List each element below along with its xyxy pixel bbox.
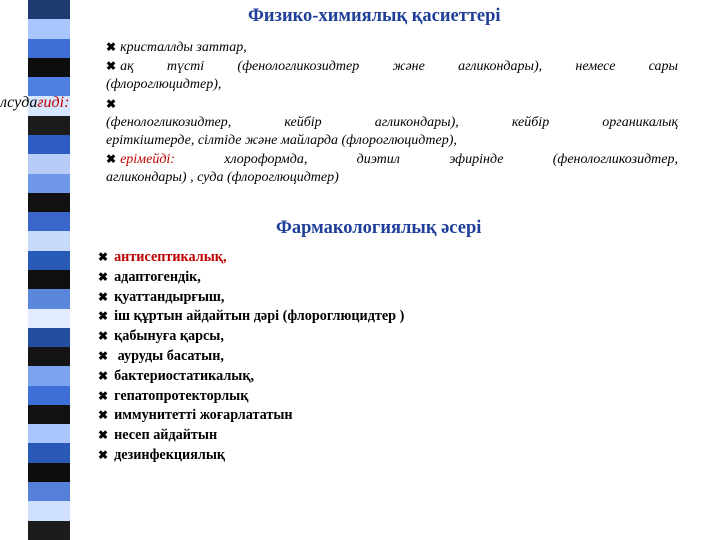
stripe-segment: [28, 0, 70, 19]
property-item: ✖ ерімейді: хлороформда, диэтил эфирінде (фенологликозидтер,: [106, 152, 678, 168]
bullet-x-icon: ✖: [98, 329, 109, 344]
effect-label: дезинфекциялық: [114, 446, 226, 463]
property-continuation: агликондары) , суда (флороглюцидтер): [106, 170, 339, 186]
property-continuation: еріткіштерде, сілтіде және майларда (флороглюцидтер),: [106, 133, 457, 149]
bullet-x-icon: ✖: [106, 152, 117, 167]
effect-item: [98, 426, 404, 446]
left-cut-highlight: ғиді:: [37, 94, 70, 111]
properties-list: [106, 38, 678, 188]
stripe-segment: [28, 212, 70, 231]
property-item: [106, 95, 678, 114]
stripe-segment: [28, 116, 70, 135]
effect-item: [98, 347, 404, 367]
stripe-segment: [28, 501, 70, 520]
effect-label: қабынуға қарсы,: [114, 328, 224, 345]
bullet-x-icon: ✖: [98, 250, 109, 264]
stripe-segment: [28, 386, 70, 405]
section-subtitle: Фармакологиялық әсері: [276, 218, 482, 238]
stripe-segment: [28, 347, 70, 366]
stripe-segment: [28, 58, 70, 77]
stripe-segment: [28, 424, 70, 443]
effect-item: [98, 307, 404, 327]
stripe-segment: [28, 328, 70, 347]
stripe-segment: [28, 19, 70, 38]
effect-label: антисептикалық,: [114, 249, 227, 265]
stripe-segment: [28, 309, 70, 328]
stripe-segment: [28, 366, 70, 385]
effect-label: несеп айдайтын: [114, 427, 218, 444]
bullet-x-icon: ✖: [98, 269, 109, 284]
left-cut-off-text: лсудағиді:: [0, 94, 70, 111]
effect-item: [98, 406, 404, 426]
stripe-segment: [28, 521, 70, 540]
stripe-segment: [28, 193, 70, 212]
property-item: ✖ ақ түсті (фенологликозидтер және агликондары), немесе сары: [106, 59, 678, 75]
decorative-stripe-bar: [28, 0, 70, 540]
page-title: Физико-химиялық қасиеттері: [248, 6, 501, 26]
bullet-x-icon: ✖: [98, 408, 109, 423]
stripe-segment: [28, 463, 70, 482]
bullet-x-icon: ✖: [98, 388, 109, 403]
effect-label: адаптогендік,: [114, 268, 201, 285]
bullet-x-icon: ✖: [98, 368, 109, 383]
bullet-x-icon: ✖: [98, 289, 109, 304]
stripe-segment: [28, 482, 70, 501]
effects-list: [98, 248, 404, 466]
effect-item: [98, 446, 404, 466]
bullet-x-icon: ✖: [98, 348, 109, 363]
bullet-x-icon: ✖: [98, 428, 109, 443]
stripe-segment: [28, 39, 70, 58]
bullet-x-icon: ✖: [106, 40, 117, 54]
property-continuation: (флороглюцидтер),: [106, 77, 222, 93]
insoluble-label: ерімейді:: [120, 152, 175, 168]
effect-item: [98, 327, 404, 347]
stripe-segment: [28, 135, 70, 154]
effect-item: [98, 367, 404, 387]
effect-label: ауруды басатын,: [114, 347, 224, 364]
stripe-segment: [28, 154, 70, 173]
stripe-segment: [28, 174, 70, 193]
effect-item: [98, 268, 404, 288]
stripe-segment: [28, 231, 70, 250]
property-item: ✖ кристаллды заттар,: [106, 40, 247, 55]
effect-item: [98, 248, 404, 268]
stripe-segment: [28, 443, 70, 462]
effect-label: иммунитетті жоғарлататын: [114, 407, 293, 424]
bullet-x-icon: ✖: [98, 447, 109, 462]
bullet-x-icon: ✖: [98, 309, 109, 324]
effect-item: [98, 288, 404, 308]
effect-label: бактериостатикалық,: [114, 367, 255, 384]
stripe-segment: [28, 405, 70, 424]
stripe-segment: [28, 270, 70, 289]
bullet-x-icon: ✖: [106, 59, 117, 74]
effect-item: [98, 387, 404, 407]
stripe-segment: [28, 289, 70, 308]
stripe-segment: [28, 251, 70, 270]
property-continuation: (фенологликозидтер, кейбір агликондары), кейбір органикалық: [106, 114, 678, 130]
bullet-x-icon: ✖: [106, 96, 117, 111]
effect-label: қуаттандырғыш,: [114, 288, 225, 305]
effect-label: іш құртын айдайтын дәрі (флороглюцидтер ): [114, 308, 405, 325]
effect-label: гепатопротекторлық: [114, 387, 249, 404]
